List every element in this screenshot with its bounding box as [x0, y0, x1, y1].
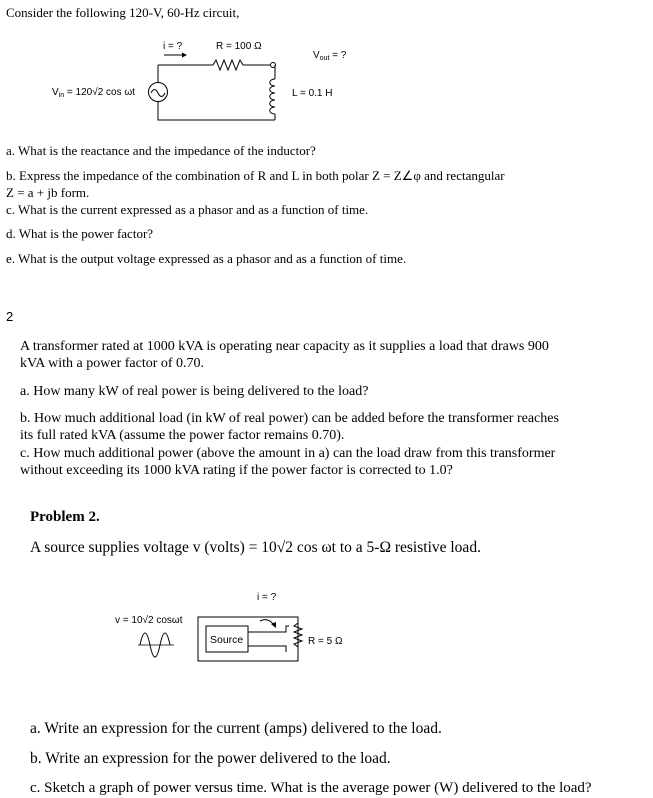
load-resistor-label: R = 5 Ω [308, 636, 343, 647]
bottom-wire [158, 102, 275, 120]
current-label: i = ? [163, 41, 183, 52]
transformer-question-c-line2: without exceeding its 1000 kVA rating if the power factor is corrected to 1.0? [20, 463, 453, 478]
source-box-label: Source [210, 634, 244, 646]
problem-number: 2 [6, 309, 14, 324]
problem1-intro: Consider the following 120-V, 60-Hz circuit, [6, 5, 240, 20]
problem1-question-a: a. What is the reactance and the impedance of the inductor? [6, 143, 316, 158]
ac-source-icon [149, 83, 168, 102]
problem1-question-d: d. What is the power factor? [6, 226, 154, 241]
current-arrow-icon [164, 53, 187, 58]
problem2-question-c: c. Sketch a graph of power versus time. What is the average power (W) delivered to the load? [30, 780, 592, 796]
transformer-intro-line2: kVA with a power factor of 0.70. [20, 356, 205, 371]
problem1-question-c: c. What is the current expressed as a phasor and as a function of time. [6, 202, 369, 217]
current-label: i = ? [257, 592, 277, 603]
vout-label: $V_{out}$ = ? [313, 50, 347, 62]
transformer-question-b-line2: its full rated kVA (assume the power factor remains 0.70). [20, 428, 345, 443]
transformer-question-b-line1: b. How much additional load (in kW of real power) can be added before the transformer reaches [20, 411, 559, 426]
rl-circuit-diagram [30, 36, 360, 126]
transformer-question-a: a. How many kW of real power is being delivered to the load? [20, 384, 369, 399]
problem2-statement: A source supplies voltage v (volts) = 10√2 cos ωt to a 5-Ω resistive load. [30, 539, 481, 556]
inductor-label: L = 0.1 H [292, 88, 333, 99]
problem2-heading: Problem 2. [30, 509, 100, 525]
problem2-question-b: b. Write an expression for the power delivered to the load. [30, 750, 391, 767]
resistor-label: R = 100 Ω [216, 41, 262, 52]
problem1-question-b: b. Express the impedance of the combination of R and L in both polar Z = Z∠φ and rectangular [6, 168, 505, 183]
problem1-question-b-cont: Z = a + jb form. [6, 185, 90, 200]
current-arrow-icon [260, 620, 276, 628]
problem2-question-a: a. Write an expression for the current (amps) delivered to the load. [30, 720, 442, 737]
transformer-question-c-line1: c. How much additional power (above the amount in a) can the load draw from this transformer [20, 446, 556, 461]
source-voltage-label: v = 10√2 cosωt [115, 615, 183, 626]
resistor-symbol [158, 60, 270, 70]
transformer-intro-line1: A transformer rated at 1000 kVA is operating near capacity as it supplies a load that draws 900 [20, 339, 549, 354]
source-load-diagram [110, 585, 370, 670]
vin-label: $V_{in} = 120√2$ cos ωt [52, 87, 135, 99]
inductor-symbol [270, 65, 275, 120]
problem1-question-e: e. What is the output voltage expressed as a phasor and as a function of time. [6, 251, 407, 266]
